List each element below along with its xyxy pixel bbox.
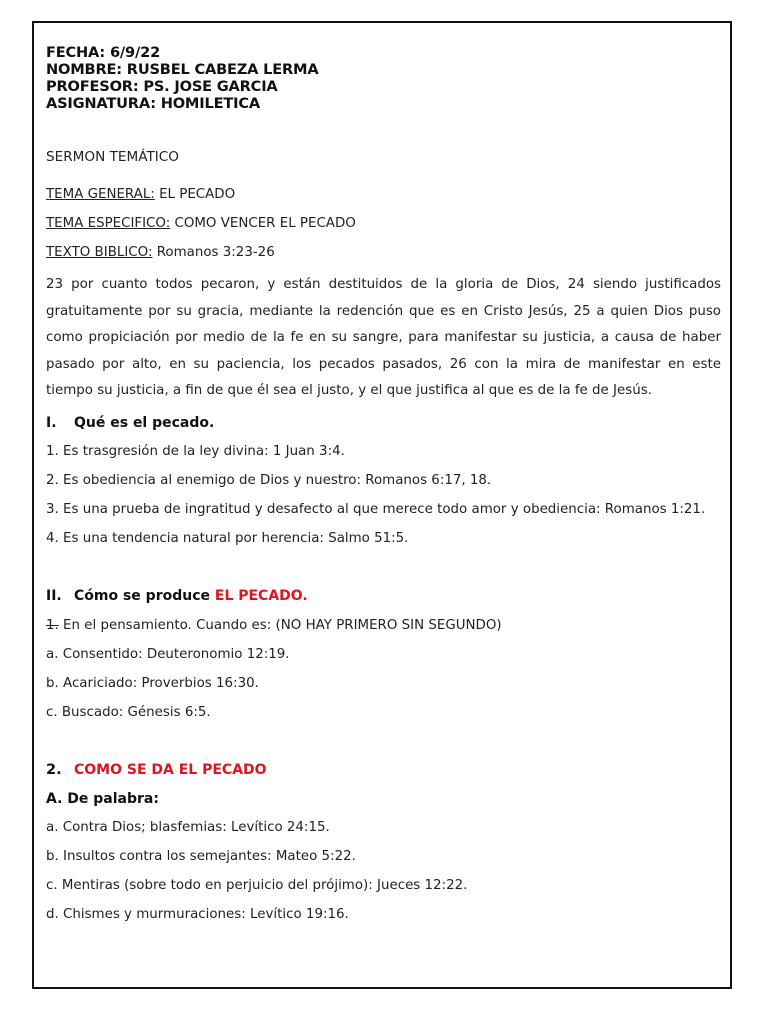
header-asignatura: ASIGNATURA: HOMILETICA — [46, 95, 260, 112]
tema-especifico-label: TEMA ESPECIFICO: — [46, 216, 171, 231]
section-2-number: II. — [46, 588, 62, 604]
section-1-list — [46, 444, 705, 560]
list-item: d. Chismes y murmuraciones: Levítico 19:16. — [46, 907, 349, 922]
section-3-list — [46, 820, 467, 936]
list-item: 1. Es trasgresión de la ley divina: 1 Juan 3:4. — [46, 444, 345, 459]
header-block — [46, 44, 318, 112]
section-3-title-red: COMO SE DA EL PECADO — [74, 762, 267, 778]
section-2-first-text: En el pensamiento. Cuando es: (NO HAY PRIMERO SIN SEGUNDO) — [58, 618, 502, 633]
header-nombre: NOMBRE: RUSBEL CABEZA LERMA — [46, 61, 319, 78]
sermon-type: SERMON TEMÁTICO — [46, 149, 179, 165]
list-item: b. Insultos contra los semejantes: Mateo 5:22. — [46, 849, 356, 864]
passage-line: gratuitamente por su gracia, mediante la redención que es en Cristo Jesús, 25 a quien Dios puso — [46, 303, 721, 319]
texto-biblico-label: TEXTO BIBLICO: — [46, 245, 153, 260]
list-item: a. Contra Dios; blasfemias: Levítico 24:15. — [46, 820, 330, 835]
section-3-heading — [46, 762, 267, 778]
passage — [46, 272, 721, 405]
tema-general — [46, 187, 235, 202]
section-2-list — [46, 647, 290, 734]
texto-biblico — [46, 245, 275, 260]
list-item: c. Mentiras (sobre todo en perjuicio del prójimo): Jueces 12:22. — [46, 878, 468, 893]
section-2-first-item — [46, 618, 502, 633]
passage-line: 23 por cuanto todos pecaron, y están destituidos de la gloria de Dios, 24 siendo justificados — [46, 277, 721, 292]
header-profesor: PROFESOR: PS. JOSE GARCIA — [46, 78, 278, 95]
section-2-first-number: 1. — [46, 618, 59, 633]
tema-especifico-value: COMO VENCER EL PECADO — [170, 216, 356, 231]
tema-especifico — [46, 216, 356, 231]
tema-general-value: EL PECADO — [154, 187, 236, 202]
list-item: b. Acariciado: Proverbios 16:30. — [46, 676, 259, 691]
list-item: 2. Es obediencia al enemigo de Dios y nuestro: Romanos 6:17, 18. — [46, 473, 492, 488]
passage-line: tiempo su justicia, a fin de que él sea el justo, y el que justifica al que es de la fe de Jesús. — [46, 383, 652, 398]
section-1-heading — [46, 415, 214, 431]
passage-line: como propiciación por medio de la fe en su sangre, para manifestar su justicia, a causa de haber — [46, 330, 721, 345]
section-2-heading — [46, 588, 308, 604]
list-item: 4. Es una tendencia natural por herencia: Salmo 51:5. — [46, 531, 409, 546]
section-2-title: Cómo se produce — [74, 588, 215, 604]
section-3-number: 2. — [46, 762, 62, 778]
list-item: 3. Es una prueba de ingratitud y desafecto al que merece todo amor y obediencia: Romanos 1:21. — [46, 502, 706, 517]
section-2-title-red: EL PECADO. — [214, 588, 308, 604]
header-fecha: FECHA: 6/9/22 — [46, 44, 161, 61]
texto-biblico-value: Romanos 3:23-26 — [152, 245, 275, 260]
list-item: a. Consentido: Deuteronomio 12:19. — [46, 647, 290, 662]
section-3-subheading: A. De palabra: — [46, 791, 159, 807]
list-item: c. Buscado: Génesis 6:5. — [46, 705, 211, 720]
section-1-number: I. — [46, 415, 57, 431]
section-1-title: Qué es el pecado. — [74, 415, 215, 431]
tema-general-label: TEMA GENERAL: — [46, 187, 155, 202]
passage-line: pasado por alto, en su paciencia, los pecados pasados, 26 con la mira de manifestar en este — [46, 356, 721, 372]
